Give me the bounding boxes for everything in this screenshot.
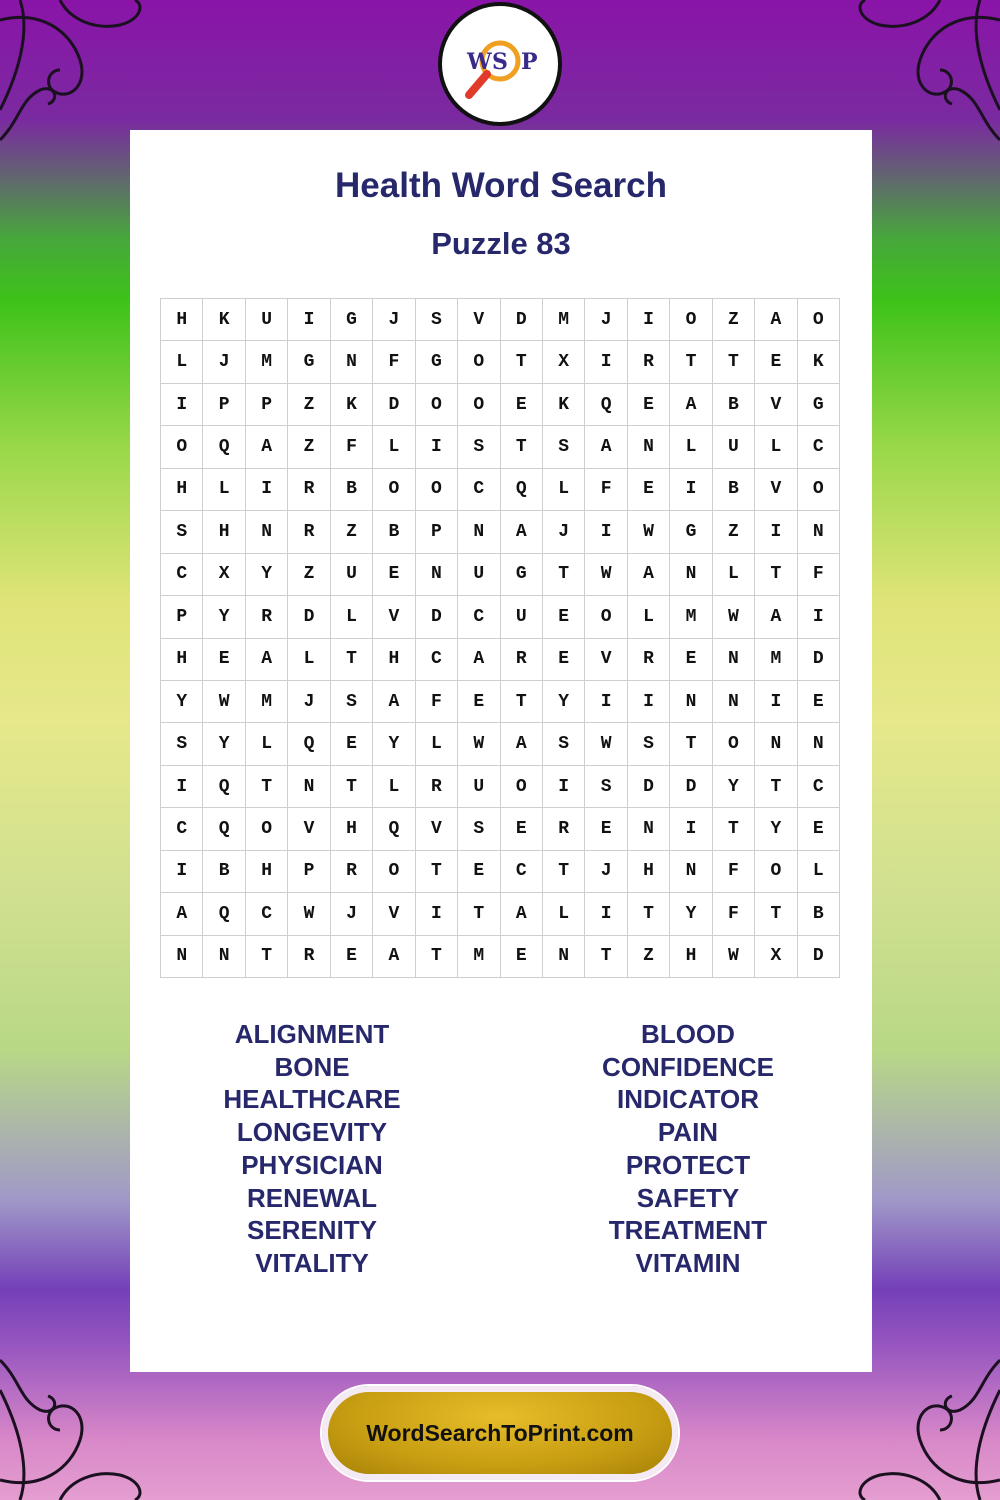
grid-cell[interactable]: N [458,511,500,553]
grid-cell[interactable]: L [713,554,755,596]
grid-cell[interactable]: T [670,723,712,765]
grid-cell[interactable]: T [501,681,543,723]
grid-cell[interactable]: Y [161,681,203,723]
grid-cell[interactable]: E [501,936,543,978]
grid-cell[interactable]: Z [713,299,755,341]
grid-cell[interactable]: E [458,851,500,893]
grid-cell[interactable]: Z [288,554,330,596]
grid-cell[interactable]: F [331,426,373,468]
grid-cell[interactable]: S [458,426,500,468]
grid-cell[interactable]: J [331,893,373,935]
grid-cell[interactable]: L [670,426,712,468]
grid-cell[interactable]: E [543,596,585,638]
grid-cell[interactable]: E [373,554,415,596]
grid-cell[interactable]: Y [543,681,585,723]
grid-cell[interactable]: K [331,384,373,426]
grid-cell[interactable]: O [373,469,415,511]
grid-cell[interactable]: C [458,469,500,511]
grid-cell[interactable]: E [628,469,670,511]
grid-cell[interactable]: M [543,299,585,341]
grid-cell[interactable]: R [246,596,288,638]
grid-cell[interactable]: N [416,554,458,596]
grid-cell[interactable]: L [373,766,415,808]
grid-cell[interactable]: B [713,469,755,511]
grid-cell[interactable]: V [373,596,415,638]
grid-cell[interactable]: O [713,723,755,765]
grid-cell[interactable]: T [246,936,288,978]
word-list-item: ALIGNMENT [234,1019,390,1049]
grid-cell[interactable]: M [670,596,712,638]
grid-cell[interactable]: T [331,766,373,808]
grid-cell[interactable]: R [416,766,458,808]
grid-cell[interactable]: N [713,681,755,723]
grid-cell[interactable]: S [161,723,203,765]
grid-cell[interactable]: T [416,851,458,893]
grid-cell[interactable]: U [501,596,543,638]
grid-cell[interactable]: N [798,723,840,765]
grid-cell[interactable]: D [501,299,543,341]
grid-cell[interactable]: W [203,681,245,723]
grid-cell[interactable]: A [755,596,797,638]
grid-cell[interactable]: N [755,723,797,765]
grid-cell[interactable]: Y [373,723,415,765]
grid-cell[interactable]: A [501,893,543,935]
grid-cell[interactable]: L [161,341,203,383]
grid-cell[interactable]: N [713,639,755,681]
grid-cell[interactable]: E [755,341,797,383]
grid-cell[interactable]: I [585,341,627,383]
site-link-button[interactable]: WordSearchToPrint.com [322,1386,678,1480]
grid-cell[interactable]: U [713,426,755,468]
grid-cell[interactable]: B [203,851,245,893]
grid-cell[interactable]: N [670,681,712,723]
grid-cell[interactable]: L [373,426,415,468]
grid-cell[interactable]: T [543,851,585,893]
grid-cell[interactable]: E [501,384,543,426]
grid-cell[interactable]: P [203,384,245,426]
grid-cell[interactable]: T [543,554,585,596]
grid-cell[interactable]: V [585,639,627,681]
word-list-item: RENEWAL [247,1182,377,1213]
grid-cell[interactable]: I [161,384,203,426]
grid-cell[interactable]: Q [203,426,245,468]
grid-cell[interactable]: T [246,766,288,808]
grid-cell[interactable]: N [161,936,203,978]
grid-cell[interactable]: R [288,469,330,511]
grid-cell[interactable]: C [798,426,840,468]
grid-cell[interactable]: E [798,681,840,723]
grid-cell[interactable]: B [373,511,415,553]
grid-cell[interactable]: V [373,893,415,935]
grid-cell[interactable]: Y [713,766,755,808]
grid-cell[interactable]: V [755,384,797,426]
grid-cell[interactable]: W [585,554,627,596]
grid-cell[interactable]: P [246,384,288,426]
grid-cell[interactable]: C [161,808,203,850]
grid-cell[interactable]: Y [203,723,245,765]
grid-cell[interactable]: V [755,469,797,511]
grid-cell[interactable]: U [458,766,500,808]
grid-cell[interactable]: D [798,936,840,978]
grid-cell[interactable]: V [288,808,330,850]
grid-cell[interactable]: H [331,808,373,850]
grid-cell[interactable]: G [416,341,458,383]
grid-cell[interactable]: E [203,639,245,681]
grid-cell[interactable]: H [161,469,203,511]
grid-cell[interactable]: W [713,596,755,638]
grid-cell[interactable]: S [458,808,500,850]
grid-cell[interactable]: O [798,469,840,511]
grid-cell[interactable]: A [246,639,288,681]
grid-cell[interactable]: P [416,511,458,553]
letter-grid [160,298,840,978]
grid-cell[interactable]: L [798,851,840,893]
grid-cell[interactable]: F [713,851,755,893]
grid-cell[interactable]: I [543,766,585,808]
grid-cell[interactable]: C [246,893,288,935]
grid-cell[interactable]: R [331,851,373,893]
grid-cell[interactable]: L [246,723,288,765]
grid-cell[interactable]: A [628,554,670,596]
grid-cell[interactable]: J [373,299,415,341]
grid-cell[interactable]: L [628,596,670,638]
grid-cell[interactable]: T [458,893,500,935]
grid-cell[interactable]: J [585,299,627,341]
grid-cell[interactable]: N [628,426,670,468]
grid-cell[interactable]: G [670,511,712,553]
grid-cell[interactable]: P [288,851,330,893]
word-list-item: VITALITY [255,1247,369,1278]
grid-cell[interactable]: W [585,723,627,765]
grid-cell[interactable]: V [458,299,500,341]
grid-cell[interactable]: V [416,808,458,850]
grid-cell[interactable]: T [713,341,755,383]
grid-cell[interactable]: D [628,766,670,808]
grid-cell[interactable]: P [161,596,203,638]
grid-cell[interactable]: I [670,469,712,511]
grid-cell[interactable]: H [161,299,203,341]
grid-cell[interactable]: I [755,511,797,553]
grid-cell[interactable]: Y [246,554,288,596]
word-list-item: TREATMENT [608,1215,768,1246]
grid-cell[interactable]: D [416,596,458,638]
grid-cell[interactable]: M [755,639,797,681]
grid-cell[interactable]: B [331,469,373,511]
grid-cell[interactable]: T [585,936,627,978]
grid-cell[interactable]: O [670,299,712,341]
grid-cell[interactable]: H [373,639,415,681]
grid-cell[interactable]: J [543,511,585,553]
word-list-item: BONE [274,1051,350,1082]
grid-cell[interactable]: L [543,893,585,935]
word-list-item: PROTECT [625,1149,751,1180]
grid-cell[interactable]: O [161,426,203,468]
grid-cell[interactable]: G [331,299,373,341]
word-list-right [508,1018,868,1280]
grid-cell[interactable]: R [288,511,330,553]
magnifier-icon [445,9,555,119]
grid-cell[interactable]: I [161,766,203,808]
word-list-left [132,1018,492,1280]
grid-cell[interactable]: R [288,936,330,978]
grid-cell[interactable]: F [585,469,627,511]
grid-cell[interactable]: C [416,639,458,681]
grid-cell[interactable]: J [203,341,245,383]
grid-cell[interactable]: C [458,596,500,638]
grid-cell[interactable]: E [670,639,712,681]
grid-cell[interactable]: Q [501,469,543,511]
grid-cell[interactable]: R [628,639,670,681]
grid-cell[interactable]: F [373,341,415,383]
grid-cell[interactable]: E [585,808,627,850]
word-list-item: CONFIDENCE [602,1051,774,1082]
grid-cell[interactable]: O [416,469,458,511]
grid-cell[interactable]: R [543,808,585,850]
grid-cell[interactable]: L [331,596,373,638]
grid-cell[interactable]: J [585,851,627,893]
grid-cell[interactable]: G [501,554,543,596]
grid-cell[interactable]: H [628,851,670,893]
word-list-item: HEALTHCARE [223,1084,401,1115]
grid-cell[interactable]: B [713,384,755,426]
grid-cell[interactable]: H [203,511,245,553]
grid-cell[interactable]: T [755,766,797,808]
grid-cell[interactable]: Q [373,808,415,850]
word-list-item: BLOOD [641,1019,735,1049]
grid-cell[interactable]: Q [203,808,245,850]
grid-cell[interactable]: Z [331,511,373,553]
grid-cell[interactable]: X [755,936,797,978]
grid-cell[interactable]: D [373,384,415,426]
grid-cell[interactable]: K [543,384,585,426]
grid-cell[interactable]: A [501,723,543,765]
grid-cell[interactable]: T [755,554,797,596]
grid-cell[interactable]: N [331,341,373,383]
grid-cell[interactable]: O [798,299,840,341]
grid-cell[interactable]: J [288,681,330,723]
grid-cell[interactable]: D [288,596,330,638]
grid-cell[interactable]: N [288,766,330,808]
grid-cell[interactable]: E [331,936,373,978]
word-list-item: SAFETY [636,1182,740,1213]
grid-cell[interactable]: E [331,723,373,765]
grid-cell[interactable]: O [458,341,500,383]
grid-cell[interactable]: T [628,893,670,935]
grid-cell[interactable]: B [798,893,840,935]
grid-cell[interactable]: S [585,766,627,808]
grid-cell[interactable]: W [288,893,330,935]
grid-cell[interactable]: S [331,681,373,723]
grid-cell[interactable]: E [543,639,585,681]
grid-cell[interactable]: I [670,808,712,850]
grid-cell[interactable]: T [416,936,458,978]
grid-cell[interactable]: I [628,299,670,341]
grid-cell[interactable]: F [798,554,840,596]
grid-cell[interactable]: S [628,723,670,765]
grid-cell[interactable]: Y [203,596,245,638]
grid-cell[interactable]: U [246,299,288,341]
grid-cell[interactable]: U [331,554,373,596]
grid-cell[interactable]: C [501,851,543,893]
grid-cell[interactable]: W [628,511,670,553]
grid-cell[interactable]: A [755,299,797,341]
grid-cell[interactable]: F [416,681,458,723]
grid-cell[interactable]: Z [628,936,670,978]
grid-cell[interactable]: F [713,893,755,935]
grid-cell[interactable]: X [203,554,245,596]
grid-cell[interactable]: A [501,511,543,553]
grid-cell[interactable]: L [416,723,458,765]
grid-cell[interactable]: Z [713,511,755,553]
grid-cell[interactable]: N [543,936,585,978]
grid-cell[interactable]: R [501,639,543,681]
grid-cell[interactable]: N [798,511,840,553]
grid-cell[interactable]: Z [288,384,330,426]
grid-cell[interactable]: E [501,808,543,850]
grid-cell[interactable]: H [670,936,712,978]
grid-cell[interactable]: Q [288,723,330,765]
grid-cell[interactable]: I [628,681,670,723]
grid-cell[interactable]: Y [670,893,712,935]
grid-cell[interactable]: U [458,554,500,596]
grid-cell[interactable]: I [585,893,627,935]
word-list-item: INDICATOR [616,1084,760,1115]
grid-cell[interactable]: T [713,808,755,850]
grid-cell[interactable]: T [670,341,712,383]
grid-cell[interactable]: G [288,341,330,383]
grid-cell[interactable]: O [755,851,797,893]
word-list-item: VITAMIN [635,1247,741,1278]
grid-cell[interactable]: I [755,681,797,723]
grid-cell[interactable]: W [713,936,755,978]
grid-cell[interactable]: X [543,341,585,383]
grid-cell[interactable]: N [203,936,245,978]
grid-cell[interactable]: E [458,681,500,723]
grid-cell[interactable]: O [416,384,458,426]
grid-cell[interactable]: O [585,596,627,638]
grid-cell[interactable]: O [373,851,415,893]
grid-cell[interactable]: I [798,596,840,638]
wsp-logo [438,2,562,126]
grid-cell[interactable]: N [246,511,288,553]
logo-letter-p: P [521,49,538,75]
grid-cell[interactable]: H [246,851,288,893]
grid-cell[interactable]: S [161,511,203,553]
grid-cell[interactable]: Q [585,384,627,426]
grid-cell[interactable]: L [543,469,585,511]
grid-cell[interactable]: I [416,893,458,935]
grid-cell[interactable]: A [670,384,712,426]
page-title: Health Word Search [335,166,667,205]
grid-cell[interactable]: L [288,639,330,681]
grid-cell[interactable]: Z [288,426,330,468]
grid-cell[interactable]: C [161,554,203,596]
grid-cell[interactable]: K [798,341,840,383]
grid-cell[interactable]: L [755,426,797,468]
grid-cell[interactable]: I [246,469,288,511]
grid-cell[interactable]: I [161,851,203,893]
grid-cell[interactable]: I [288,299,330,341]
grid-cell[interactable]: I [585,681,627,723]
grid-cell[interactable]: M [246,341,288,383]
grid-cell[interactable]: O [501,766,543,808]
grid-cell[interactable]: T [331,639,373,681]
grid-cell[interactable]: L [203,469,245,511]
grid-cell[interactable]: O [246,808,288,850]
grid-cell[interactable]: A [373,936,415,978]
grid-cell[interactable]: I [585,511,627,553]
grid-cell[interactable]: S [543,723,585,765]
grid-cell[interactable]: N [670,554,712,596]
grid-cell[interactable]: A [585,426,627,468]
grid-cell[interactable]: S [543,426,585,468]
word-list-item: SERENITY [246,1215,378,1246]
grid-cell[interactable]: Q [203,893,245,935]
puzzle-number: Puzzle 83 [431,226,571,261]
word-list-item: PHYSICIAN [241,1149,383,1180]
grid-cell[interactable]: D [798,639,840,681]
grid-cell[interactable]: H [161,639,203,681]
grid-cell[interactable]: K [203,299,245,341]
word-list-item: LONGEVITY [236,1117,388,1148]
word-list-item: PAIN [657,1117,719,1148]
grid-cell[interactable]: S [416,299,458,341]
grid-cell[interactable]: R [628,341,670,383]
grid-cell[interactable]: I [416,426,458,468]
grid-cell[interactable]: T [755,893,797,935]
grid-cell[interactable]: E [628,384,670,426]
logo-letter-w: W [467,49,492,75]
grid-cell[interactable]: E [798,808,840,850]
grid-cell[interactable]: M [458,936,500,978]
grid-cell[interactable]: G [798,384,840,426]
grid-cell[interactable]: D [670,766,712,808]
grid-cell[interactable]: T [501,426,543,468]
grid-cell[interactable]: A [373,681,415,723]
grid-cell[interactable]: A [161,893,203,935]
grid-cell[interactable]: A [246,426,288,468]
grid-cell[interactable]: N [628,808,670,850]
grid-cell[interactable]: T [501,341,543,383]
grid-cell[interactable]: Q [203,766,245,808]
logo-letter-s: S [492,49,508,75]
grid-cell[interactable]: O [458,384,500,426]
grid-cell[interactable]: N [670,851,712,893]
grid-cell[interactable]: M [246,681,288,723]
grid-cell[interactable]: C [798,766,840,808]
grid-cell[interactable]: Y [755,808,797,850]
grid-cell[interactable]: W [458,723,500,765]
grid-cell[interactable]: A [458,639,500,681]
